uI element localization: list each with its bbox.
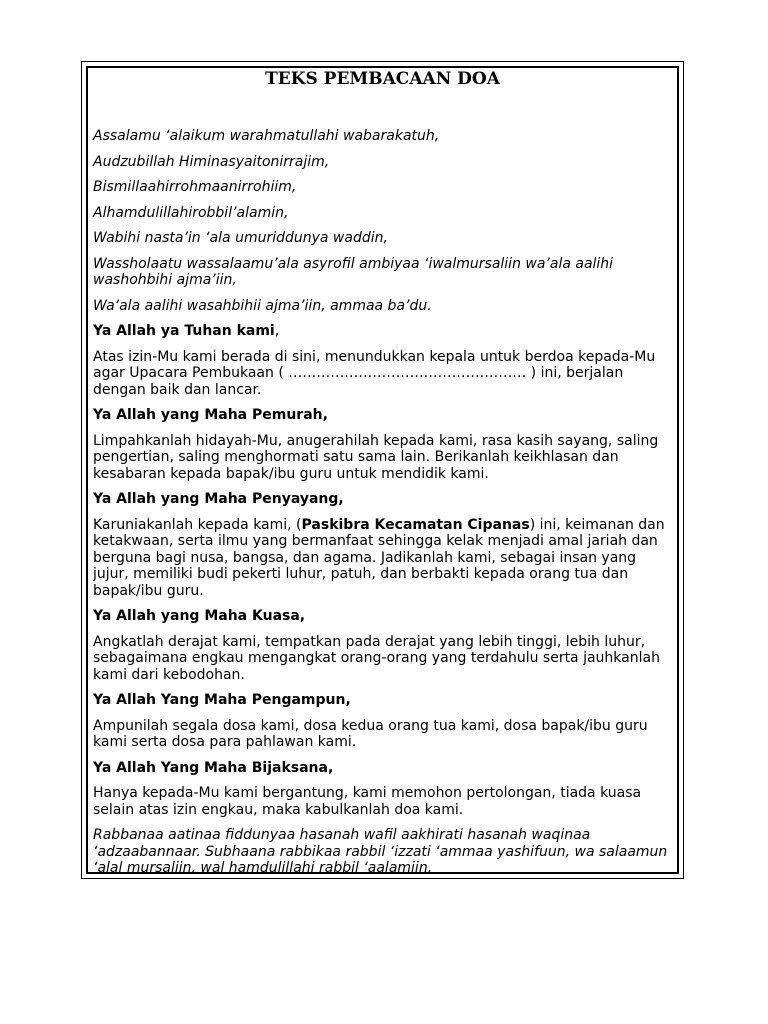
section-body: Atas izin-Mu kami berada di sini, menundukkan kepala untuk berdoa kepada-Mu agar Upacara Pembukaan ( …………………………………………… ) ini, berjalan dengan baik dan lancar. <box>93 348 656 398</box>
page-title: TEKS PEMBACAAN DOA <box>265 69 500 89</box>
section-body: Angkatlah derajat kami, tempatkan pada derajat yang lebih tinggi, lebih luhur, sebagaimana engkau mengangkat orang-orang yang terdahulu serta jauhkanlah kami dari kebodohan. <box>93 633 660 683</box>
heading-text: Ya Allah ya Tuhan kami <box>93 323 275 339</box>
organization-name: Paskibra Kecamatan Cipanas <box>301 516 530 533</box>
heading-suffix: , <box>274 323 280 339</box>
opening-line: Wassholaatu wassalaamu’ala asyrofil ambiyaa ‘iwalmursaliin wa’ala aalihi washohbihi ajma’iin, <box>93 255 614 288</box>
section-body: Ampunilah segala dosa kami, dosa kedua orang tua kami, dosa bapak/ibu guru kami serta dosa para pahlawan kami. <box>93 717 648 750</box>
section-heading: Ya Allah yang Maha Pemurah, <box>93 407 328 423</box>
body-text: Karuniakanlah kepada kami, ( <box>93 516 302 533</box>
section-heading: Ya Allah Yang Maha Bijaksana, <box>93 759 334 776</box>
opening-line: Alhamdulillahirobbil’alamin, <box>93 204 289 221</box>
opening-line: Assalamu ‘alaikum warahmatullahi wabarakatuh, <box>93 128 440 144</box>
section-heading: Ya Allah Yang Maha Pengampun, <box>93 692 351 708</box>
closing-prayer: Rabbanaa aatinaa fiddunyaa hasanah wafil aakhirati hasanah waqinaa ‘adzaabannaar. Subhaana rabbikaa rabbil ‘izzati ‘ammaa yashifuun, wa salaamun ‘alal mursaliin, wal hamdulillahi rabbil ‘aalamiin. <box>93 827 668 876</box>
section-body: Limpahkanlah hidayah-Mu, anugerahilah kepada kami, rasa kasih sayang, saling pengertian, saling menghormati satu sama lain. Berikanlah keikhlasan dan kesabaran kepada bapak/ibu guru untuk mendidik kami. <box>93 432 659 482</box>
prayer-text <box>93 128 672 886</box>
section-heading <box>93 323 672 340</box>
section-body <box>93 517 672 600</box>
section-heading: Ya Allah yang Maha Penyayang, <box>93 491 344 507</box>
opening-line: Wabihi nasta’in ‘ala umuriddunya waddin, <box>93 230 388 246</box>
opening-line: Wa’ala aalihi wasahbihii ajma’iin, ammaa ba’du. <box>93 297 432 314</box>
opening-line: Audzubillah Himinasyaitonirrajim, <box>93 153 330 170</box>
opening-line: Bismillaahirrohmaanirrohiim, <box>93 179 297 195</box>
section-body: Hanya kepada-Mu kami bergantung, kami memohon pertolongan, tiada kuasa selain atas izin engkau, maka kabulkanlah doa kami. <box>93 785 642 818</box>
section-heading: Ya Allah yang Maha Kuasa, <box>93 608 306 624</box>
body-text: ) ini, keimanan dan ketakwaan, serta ilmu yang bermanfaat sehingga kelak menjadi amal jariah dan berguna bagi nusa, bangsa, dan agama. Jadikanlah kami, sebagai insan yang jujur, memiliki budi pekerti luhur, patuh, dan berbakti kepada orang tua dan bapak/ibu guru. <box>93 516 665 599</box>
